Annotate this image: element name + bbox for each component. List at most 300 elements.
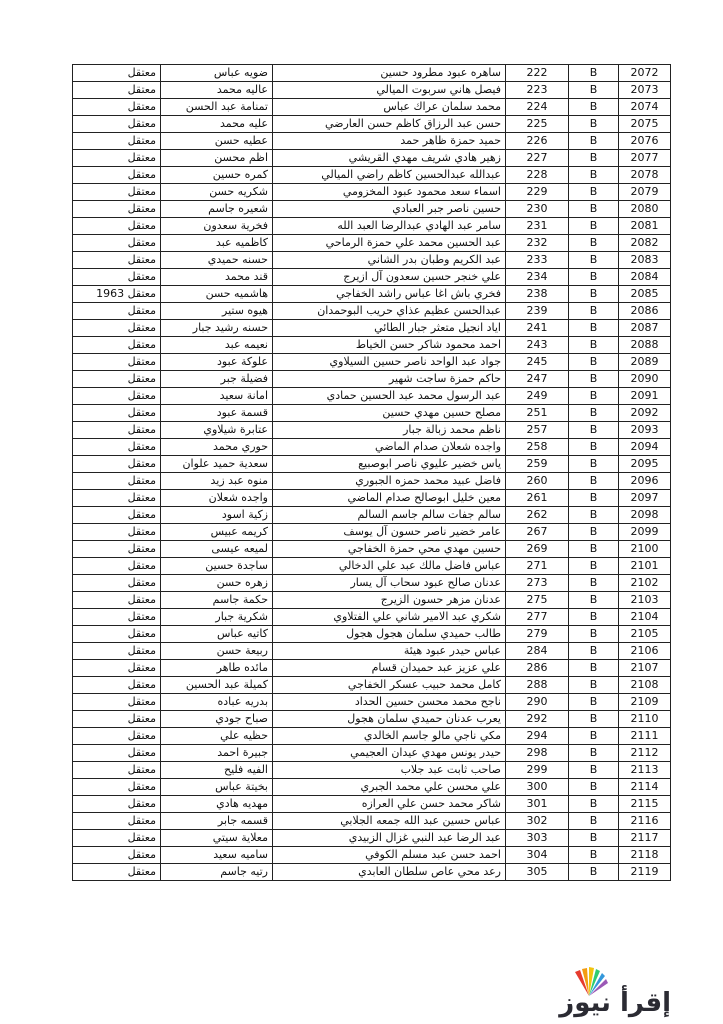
full-name-cell: واجده شعلان صدام الماضي — [273, 439, 506, 456]
record-number-cell: 222 — [506, 65, 569, 82]
table-row — [73, 456, 671, 473]
mother-name-cell: حظيه علي — [161, 728, 273, 745]
sequence-cell: 2072 — [619, 65, 671, 82]
record-number-cell: 302 — [506, 813, 569, 830]
group-cell: B — [569, 388, 619, 405]
mother-name-cell: امانة سعيد — [161, 388, 273, 405]
full-name-cell: علي محسن علي محمد الجبري — [273, 779, 506, 796]
table-row — [73, 235, 671, 252]
mother-name-cell: حوري محمد — [161, 439, 273, 456]
sequence-cell: 2107 — [619, 660, 671, 677]
status-cell: معتقل — [73, 830, 161, 847]
full-name-cell: ناظم محمد زبالة جبار — [273, 422, 506, 439]
full-name-cell: عبد الرسول محمد عبد الحسين حمادي — [273, 388, 506, 405]
record-number-cell: 247 — [506, 371, 569, 388]
record-number-cell: 284 — [506, 643, 569, 660]
mother-name-cell: علوكة عبود — [161, 354, 273, 371]
status-cell: معتقل — [73, 847, 161, 864]
table-row — [73, 558, 671, 575]
status-cell: معتقل — [73, 320, 161, 337]
record-number-cell: 225 — [506, 116, 569, 133]
sequence-cell: 2084 — [619, 269, 671, 286]
status-cell: معتقل — [73, 371, 161, 388]
mother-name-cell: هاشميه حسن — [161, 286, 273, 303]
full-name-cell: حميد حمزة ظاهر حمد — [273, 133, 506, 150]
full-name-cell: عباس فاضل مالك عبد علي الدخالي — [273, 558, 506, 575]
status-cell: معتقل — [73, 201, 161, 218]
record-number-cell: 292 — [506, 711, 569, 728]
group-cell: B — [569, 694, 619, 711]
full-name-cell: عبد الرضا عبد النبي غزال الزبيدي — [273, 830, 506, 847]
sequence-cell: 2102 — [619, 575, 671, 592]
group-cell: B — [569, 456, 619, 473]
sequence-cell: 2110 — [619, 711, 671, 728]
sequence-cell: 2077 — [619, 150, 671, 167]
group-cell: B — [569, 439, 619, 456]
status-cell: معتقل — [73, 558, 161, 575]
full-name-cell: سالم جفات سالم جاسم السالم — [273, 507, 506, 524]
table-row — [73, 99, 671, 116]
sequence-cell: 2108 — [619, 677, 671, 694]
record-number-cell: 241 — [506, 320, 569, 337]
table-row — [73, 252, 671, 269]
table-row — [73, 813, 671, 830]
status-cell: معتقل — [73, 490, 161, 507]
full-name-cell: عبدالله عبدالحسين كاظم راضي الميالي — [273, 167, 506, 184]
status-cell: معتقل — [73, 422, 161, 439]
sequence-cell: 2091 — [619, 388, 671, 405]
sequence-cell: 2093 — [619, 422, 671, 439]
sequence-cell: 2101 — [619, 558, 671, 575]
table-row — [73, 507, 671, 524]
record-number-cell: 227 — [506, 150, 569, 167]
status-cell: معتقل — [73, 252, 161, 269]
sequence-cell: 2080 — [619, 201, 671, 218]
full-name-cell: مصلح حسين مهدي حسين — [273, 405, 506, 422]
group-cell: B — [569, 473, 619, 490]
group-cell: B — [569, 796, 619, 813]
group-cell: B — [569, 235, 619, 252]
group-cell: B — [569, 167, 619, 184]
full-name-cell: جواد عبد الواحد ناصر حسين السيلاوي — [273, 354, 506, 371]
table-row — [73, 864, 671, 881]
table-row — [73, 405, 671, 422]
record-number-cell: 249 — [506, 388, 569, 405]
status-cell: معتقل — [73, 473, 161, 490]
sequence-cell: 2089 — [619, 354, 671, 371]
record-number-cell: 290 — [506, 694, 569, 711]
records-body — [73, 65, 671, 881]
sequence-cell: 2104 — [619, 609, 671, 626]
record-number-cell: 300 — [506, 779, 569, 796]
group-cell: B — [569, 405, 619, 422]
mother-name-cell: اظم محسن — [161, 150, 273, 167]
sequence-cell: 2117 — [619, 830, 671, 847]
sequence-cell: 2074 — [619, 99, 671, 116]
mother-name-cell: قسمة عبود — [161, 405, 273, 422]
record-number-cell: 299 — [506, 762, 569, 779]
status-cell: معتقل — [73, 439, 161, 456]
sequence-cell: 2103 — [619, 592, 671, 609]
status-cell: معتقل — [73, 660, 161, 677]
full-name-cell: عبد الكريم وطبان بدر الشاني — [273, 252, 506, 269]
sequence-cell: 2073 — [619, 82, 671, 99]
full-name-cell: عباس حيدر عبود هيئة — [273, 643, 506, 660]
full-name-cell: حسين مهدي محي حمزة الخفاجي — [273, 541, 506, 558]
full-name-cell: احمد حسن عبد مسلم الكوفي — [273, 847, 506, 864]
record-number-cell: 233 — [506, 252, 569, 269]
full-name-cell: مكي ناجي مالو جاسم الخالدي — [273, 728, 506, 745]
status-cell: معتقل — [73, 813, 161, 830]
status-cell: معتقل — [73, 116, 161, 133]
group-cell: B — [569, 201, 619, 218]
sequence-cell: 2096 — [619, 473, 671, 490]
sequence-cell: 2075 — [619, 116, 671, 133]
group-cell: B — [569, 592, 619, 609]
full-name-cell: عبد الحسين محمد علي حمزة الرماحي — [273, 235, 506, 252]
mother-name-cell: عليه محمد — [161, 116, 273, 133]
record-number-cell: 261 — [506, 490, 569, 507]
mother-name-cell: منوه عبد زيد — [161, 473, 273, 490]
table-row — [73, 388, 671, 405]
status-cell: معتقل — [73, 218, 161, 235]
sequence-cell: 2105 — [619, 626, 671, 643]
mother-name-cell: شكرية جبار — [161, 609, 273, 626]
record-number-cell: 303 — [506, 830, 569, 847]
record-number-cell: 271 — [506, 558, 569, 575]
table-row — [73, 575, 671, 592]
mother-name-cell: شكريه حسن — [161, 184, 273, 201]
record-number-cell: 262 — [506, 507, 569, 524]
mother-name-cell: سعدية حميد علوان — [161, 456, 273, 473]
full-name-cell: ساهره عبود مطرود حسين — [273, 65, 506, 82]
group-cell: B — [569, 320, 619, 337]
full-name-cell: شكري عبد الامير شاني علي الفتلاوي — [273, 609, 506, 626]
table-row — [73, 830, 671, 847]
mother-name-cell: لميعه عيسى — [161, 541, 273, 558]
group-cell: B — [569, 150, 619, 167]
status-cell: معتقل 1963 — [73, 286, 161, 303]
status-cell: معتقل — [73, 99, 161, 116]
full-name-cell: حسين ناصر جبر العبادي — [273, 201, 506, 218]
mother-name-cell: كريمه عبيس — [161, 524, 273, 541]
record-number-cell: 301 — [506, 796, 569, 813]
record-number-cell: 258 — [506, 439, 569, 456]
record-number-cell: 275 — [506, 592, 569, 609]
table-row — [73, 201, 671, 218]
full-name-cell: طالب حميدي سلمان هجول هجول — [273, 626, 506, 643]
table-row — [73, 303, 671, 320]
group-cell: B — [569, 745, 619, 762]
table-row — [73, 422, 671, 439]
table-row — [73, 592, 671, 609]
full-name-cell: علي عزيز عبد حميدان قسام — [273, 660, 506, 677]
mother-name-cell: صباح جودي — [161, 711, 273, 728]
mother-name-cell: ساجدة حسين — [161, 558, 273, 575]
sequence-cell: 2088 — [619, 337, 671, 354]
record-number-cell: 257 — [506, 422, 569, 439]
mother-name-cell: الفيه فليح — [161, 762, 273, 779]
record-number-cell: 223 — [506, 82, 569, 99]
sequence-cell: 2112 — [619, 745, 671, 762]
sequence-cell: 2092 — [619, 405, 671, 422]
sequence-cell: 2081 — [619, 218, 671, 235]
status-cell: معتقل — [73, 524, 161, 541]
record-number-cell: 251 — [506, 405, 569, 422]
table-row — [73, 762, 671, 779]
full-name-cell: معين خليل ابوصالح صدام الماضي — [273, 490, 506, 507]
sequence-cell: 2097 — [619, 490, 671, 507]
group-cell: B — [569, 677, 619, 694]
mother-name-cell: جبيرة احمد — [161, 745, 273, 762]
status-cell: معتقل — [73, 643, 161, 660]
mother-name-cell: عاليه محمد — [161, 82, 273, 99]
table-row — [73, 65, 671, 82]
record-number-cell: 231 — [506, 218, 569, 235]
record-number-cell: 259 — [506, 456, 569, 473]
group-cell: B — [569, 65, 619, 82]
status-cell: معتقل — [73, 762, 161, 779]
record-number-cell: 260 — [506, 473, 569, 490]
group-cell: B — [569, 779, 619, 796]
sequence-cell: 2083 — [619, 252, 671, 269]
table-row — [73, 320, 671, 337]
table-row — [73, 626, 671, 643]
status-cell: معتقل — [73, 235, 161, 252]
mother-name-cell: شعيره جاسم — [161, 201, 273, 218]
record-number-cell: 294 — [506, 728, 569, 745]
full-name-cell: ناجح محمد محسن حسين الحداد — [273, 694, 506, 711]
mother-name-cell: عطيه حسن — [161, 133, 273, 150]
full-name-cell: اياد انجيل متعثر جبار الطائي — [273, 320, 506, 337]
record-number-cell: 226 — [506, 133, 569, 150]
status-cell: معتقل — [73, 592, 161, 609]
record-number-cell: 229 — [506, 184, 569, 201]
status-cell: معتقل — [73, 388, 161, 405]
group-cell: B — [569, 660, 619, 677]
table-row — [73, 677, 671, 694]
record-number-cell: 279 — [506, 626, 569, 643]
sequence-cell: 2098 — [619, 507, 671, 524]
record-number-cell: 234 — [506, 269, 569, 286]
full-name-cell: عبدالحسن عظيم عذاي حريب البوحمدان — [273, 303, 506, 320]
status-cell: معتقل — [73, 303, 161, 320]
status-cell: معتقل — [73, 405, 161, 422]
group-cell: B — [569, 541, 619, 558]
group-cell: B — [569, 354, 619, 371]
mother-name-cell: تمنامة عبد الحسن — [161, 99, 273, 116]
table-row — [73, 847, 671, 864]
sequence-cell: 2114 — [619, 779, 671, 796]
record-number-cell: 298 — [506, 745, 569, 762]
full-name-cell: فيصل هاني سربوت الميالي — [273, 82, 506, 99]
group-cell: B — [569, 116, 619, 133]
record-number-cell: 238 — [506, 286, 569, 303]
status-cell: معتقل — [73, 354, 161, 371]
record-number-cell: 228 — [506, 167, 569, 184]
status-cell: معتقل — [73, 337, 161, 354]
table-row — [73, 694, 671, 711]
record-number-cell: 230 — [506, 201, 569, 218]
table-row — [73, 490, 671, 507]
status-cell: معتقل — [73, 184, 161, 201]
record-number-cell: 245 — [506, 354, 569, 371]
status-cell: معتقل — [73, 694, 161, 711]
mother-name-cell: بخيتة عباس — [161, 779, 273, 796]
mother-name-cell: زهره حسن — [161, 575, 273, 592]
sequence-cell: 2099 — [619, 524, 671, 541]
record-number-cell: 304 — [506, 847, 569, 864]
sequence-cell: 2113 — [619, 762, 671, 779]
group-cell: B — [569, 524, 619, 541]
sequence-cell: 2111 — [619, 728, 671, 745]
full-name-cell: سامر عبد الهادي عبدالرضا العبد الله — [273, 218, 506, 235]
sequence-cell: 2119 — [619, 864, 671, 881]
mother-name-cell: كمره حسين — [161, 167, 273, 184]
table-row — [73, 354, 671, 371]
mother-name-cell: قسمه جابر — [161, 813, 273, 830]
table-row — [73, 116, 671, 133]
full-name-cell: اسماء سعد محمود عبود المخزومي — [273, 184, 506, 201]
mother-name-cell: ساميه سعيد — [161, 847, 273, 864]
mother-name-cell: فضيلة جبر — [161, 371, 273, 388]
mother-name-cell: قند محمد — [161, 269, 273, 286]
group-cell: B — [569, 575, 619, 592]
table-row — [73, 82, 671, 99]
sequence-cell: 2100 — [619, 541, 671, 558]
mother-name-cell: حسنه حميدي — [161, 252, 273, 269]
table-row — [73, 745, 671, 762]
group-cell: B — [569, 82, 619, 99]
table-row — [73, 218, 671, 235]
record-number-cell: 286 — [506, 660, 569, 677]
full-name-cell: احمد محمود شاكر حسن الخياط — [273, 337, 506, 354]
mother-name-cell: ضويه عباس — [161, 65, 273, 82]
sequence-cell: 2116 — [619, 813, 671, 830]
group-cell: B — [569, 728, 619, 745]
mother-name-cell: حسنه رشيد جبار — [161, 320, 273, 337]
sequence-cell: 2086 — [619, 303, 671, 320]
group-cell: B — [569, 99, 619, 116]
table-row — [73, 371, 671, 388]
mother-name-cell: بدريه عباده — [161, 694, 273, 711]
full-name-cell: رعد محي عاص سلطان العابدي — [273, 864, 506, 881]
sequence-cell: 2087 — [619, 320, 671, 337]
table-row — [73, 524, 671, 541]
full-name-cell: عدنان مزهر حسون الزيرج — [273, 592, 506, 609]
sequence-cell: 2115 — [619, 796, 671, 813]
mother-name-cell: كاظميه عبد — [161, 235, 273, 252]
group-cell: B — [569, 864, 619, 881]
full-name-cell: شاكر محمد حسن علي العرازه — [273, 796, 506, 813]
status-cell: معتقل — [73, 575, 161, 592]
mother-name-cell: مائده طاهر — [161, 660, 273, 677]
group-cell: B — [569, 286, 619, 303]
status-cell: معتقل — [73, 167, 161, 184]
group-cell: B — [569, 252, 619, 269]
group-cell: B — [569, 847, 619, 864]
mother-name-cell: معلاية سيتي — [161, 830, 273, 847]
sequence-cell: 2082 — [619, 235, 671, 252]
record-number-cell: 269 — [506, 541, 569, 558]
sequence-cell: 2109 — [619, 694, 671, 711]
status-cell: معتقل — [73, 507, 161, 524]
status-cell: معتقل — [73, 456, 161, 473]
table-row — [73, 269, 671, 286]
group-cell: B — [569, 133, 619, 150]
group-cell: B — [569, 711, 619, 728]
table-row — [73, 473, 671, 490]
watermark-text: إقرأ نيوز — [559, 988, 671, 1018]
group-cell: B — [569, 558, 619, 575]
mother-name-cell: مهديه هادي — [161, 796, 273, 813]
table-row — [73, 541, 671, 558]
group-cell: B — [569, 184, 619, 201]
sequence-cell: 2090 — [619, 371, 671, 388]
sequence-cell: 2076 — [619, 133, 671, 150]
mother-name-cell: زكية اسود — [161, 507, 273, 524]
sequence-cell: 2094 — [619, 439, 671, 456]
group-cell: B — [569, 490, 619, 507]
full-name-cell: حاكم حمزة ساجت شهير — [273, 371, 506, 388]
table-row — [73, 711, 671, 728]
status-cell: معتقل — [73, 796, 161, 813]
mother-name-cell: ربيعة حسن — [161, 643, 273, 660]
group-cell: B — [569, 218, 619, 235]
sequence-cell: 2078 — [619, 167, 671, 184]
status-cell: معتقل — [73, 65, 161, 82]
full-name-cell: علي خنجر حسين سعدون آل ازيرج — [273, 269, 506, 286]
mother-name-cell: واجده شعلان — [161, 490, 273, 507]
group-cell: B — [569, 371, 619, 388]
group-cell: B — [569, 830, 619, 847]
record-number-cell: 305 — [506, 864, 569, 881]
table-row — [73, 609, 671, 626]
group-cell: B — [569, 269, 619, 286]
mother-name-cell: نعيمه عبد — [161, 337, 273, 354]
status-cell: معتقل — [73, 728, 161, 745]
mother-name-cell: كاتيه عباس — [161, 626, 273, 643]
mother-name-cell: حكمة جاسم — [161, 592, 273, 609]
table-row — [73, 286, 671, 303]
full-name-cell: حسن عبد الرزاق كاظم حسن العارضي — [273, 116, 506, 133]
record-number-cell: 239 — [506, 303, 569, 320]
table-row — [73, 728, 671, 745]
full-name-cell: محمد سلمان عراك عباس — [273, 99, 506, 116]
mother-name-cell: فخرية سعدون — [161, 218, 273, 235]
table-row — [73, 643, 671, 660]
table-row — [73, 439, 671, 456]
watermark-logo — [551, 966, 671, 1018]
status-cell: معتقل — [73, 150, 161, 167]
group-cell: B — [569, 626, 619, 643]
sequence-cell: 2079 — [619, 184, 671, 201]
full-name-cell: فخري باش اغا عباس راشد الخفاجي — [273, 286, 506, 303]
full-name-cell: فاضل عبيد محمد حمزه الجبوري — [273, 473, 506, 490]
full-name-cell: عدنان صالح عبود سحاب آل يسار — [273, 575, 506, 592]
full-name-cell: عباس حسين عبد الله جمعه الجلابي — [273, 813, 506, 830]
records-table — [72, 64, 671, 881]
table-row — [73, 167, 671, 184]
record-number-cell: 273 — [506, 575, 569, 592]
mother-name-cell: هيوه ستير — [161, 303, 273, 320]
status-cell: معتقل — [73, 82, 161, 99]
mother-name-cell: رتيه جاسم — [161, 864, 273, 881]
table-row — [73, 337, 671, 354]
status-cell: معتقل — [73, 779, 161, 796]
status-cell: معتقل — [73, 677, 161, 694]
record-number-cell: 277 — [506, 609, 569, 626]
